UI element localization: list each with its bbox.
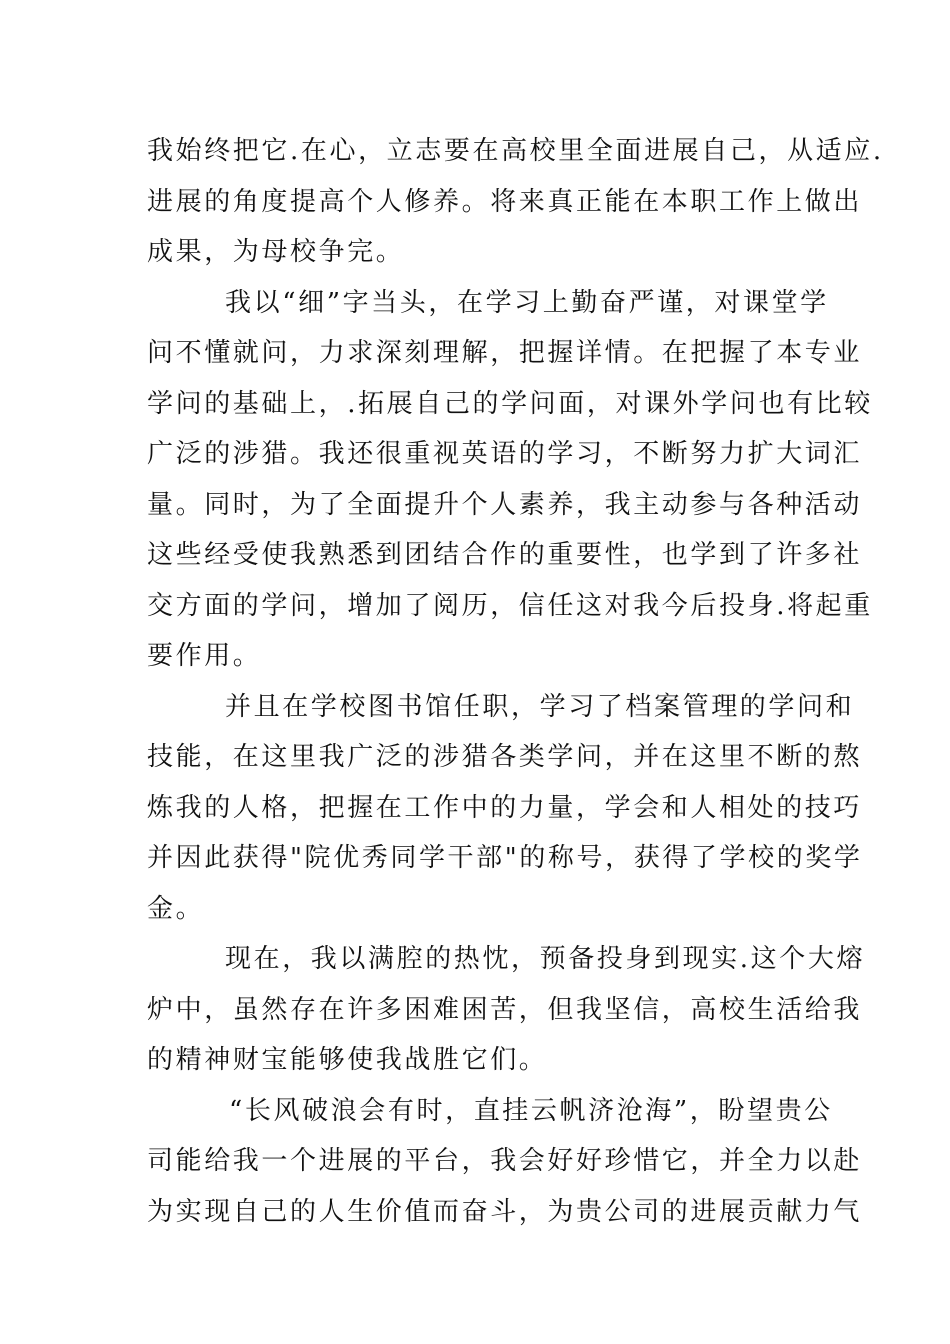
text-line: 为实现自己的人生价值而奋斗，为贵公司的进展贡献力气 <box>147 1196 863 1227</box>
text-line: 成果，为母校争完。 <box>147 237 405 267</box>
text-line: 这些经受使我熟悉到团结合作的重要性，也学到了许多社 <box>147 540 863 570</box>
text-line: 司能给我一个进展的平台，我会好好珍惜它，并全力以赴 <box>147 1146 863 1176</box>
paragraph-start-line: “长风破浪会有时，直挂云帆济沧海”，盼望贵公 <box>229 1095 833 1126</box>
text-line: 金。 <box>147 893 205 924</box>
paragraph-start-line: 我以“细”字当头，在学习上勤奋严谨，对课堂学 <box>225 287 829 318</box>
text-line: 交方面的学问，增加了阅历，信任这对我今后投身.将起重 <box>147 590 873 621</box>
text-line: 炉中，虽然存在许多困难困苦，但我坚信，高校生活给我 <box>147 994 863 1025</box>
paragraph-start-line: 现在，我以满腔的热忱，预备投身到现实.这个大熔 <box>225 944 866 974</box>
text-line: 进展的角度提高个人修养。将来真正能在本职工作上做出 <box>147 186 863 217</box>
text-line: 广泛的涉猎。我还很重视英语的学习，不断努力扩大词汇 <box>147 439 863 469</box>
text-line: 问不懂就问，力求深刻理解，把握详情。在把握了本专业 <box>147 338 863 368</box>
paragraph-start-line: 并且在学校图书馆任职，学习了档案管理的学问和 <box>225 691 855 722</box>
text-line: 要作用。 <box>147 641 262 671</box>
text-line: 并因此获得"院优秀同学干部"的称号，获得了学校的奖学 <box>147 843 863 873</box>
text-line: 我始终把它.在心，立志要在高校里全面进展自己，从适应. <box>147 136 884 166</box>
text-line: 的精神财宝能够使我战胜它们。 <box>147 1045 548 1075</box>
text-line: 技能，在这里我广泛的涉猎各类学问，并在这里不断的熬 <box>147 742 863 772</box>
body-text <box>147 126 884 1237</box>
text-line: 量。同时，为了全面提升个人素养，我主动参与各种活动 <box>147 489 863 520</box>
text-line: 炼我的人格，把握在工作中的力量，学会和人相处的技巧 <box>147 792 863 823</box>
text-line: 学问的基础上，.拓展自己的学问面，对课外学问也有比较 <box>147 388 873 419</box>
